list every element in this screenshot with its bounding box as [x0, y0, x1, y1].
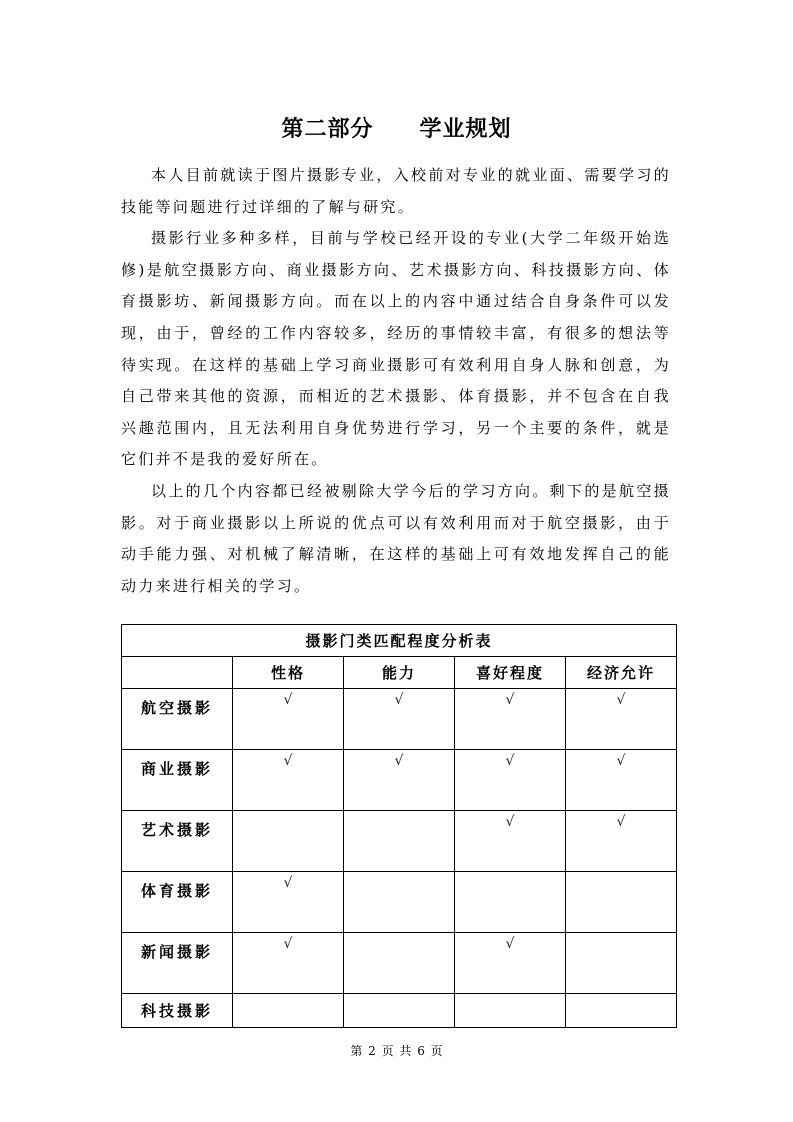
table-cell	[344, 811, 455, 872]
table-cell	[455, 750, 566, 811]
header-personality: 性格	[233, 657, 344, 689]
table-row	[122, 994, 677, 1028]
check-mark: √	[505, 814, 515, 830]
table-cell	[344, 689, 455, 750]
header-economy: 经济允许	[566, 657, 677, 689]
row-label: 体育摄影	[122, 872, 233, 933]
table-cell	[344, 750, 455, 811]
row-label: 新闻摄影	[122, 933, 233, 994]
table-row	[122, 872, 677, 933]
check-mark: √	[283, 753, 293, 769]
paragraph: 以上的几个内容都已经被剔除大学今后的学习方向。剩下的是航空摄影。对于商业摄影以上所说的优点可以有效利用而对于航空摄影，由于动手能力强、对机械了解清晰，在这样的基础上可有效地发挥自己的能动力来进行相关的学习。	[121, 481, 671, 595]
table-row	[122, 933, 677, 994]
table-cell	[566, 750, 677, 811]
table-cell	[233, 994, 344, 1028]
body-text	[121, 160, 671, 602]
row-label: 科技摄影	[122, 994, 233, 1028]
table-row	[122, 689, 677, 750]
header-preference: 喜好程度	[455, 657, 566, 689]
table-cell	[566, 933, 677, 994]
table-cell	[233, 689, 344, 750]
header-corner-cell	[122, 657, 233, 689]
table-cell	[233, 933, 344, 994]
table-cell	[566, 872, 677, 933]
table-cell	[455, 811, 566, 872]
table-cell	[233, 872, 344, 933]
row-label: 商业摄影	[122, 750, 233, 811]
table-caption: 摄影门类匹配程度分析表	[122, 625, 677, 657]
row-label: 航空摄影	[122, 689, 233, 750]
table-cell	[344, 872, 455, 933]
check-mark: √	[616, 814, 626, 830]
table-cell	[455, 933, 566, 994]
table-cell	[344, 933, 455, 994]
check-mark: √	[616, 692, 626, 708]
category-match-table	[121, 624, 677, 1028]
table-cell	[566, 811, 677, 872]
section-title: 第二部分 学业规划	[281, 117, 512, 142]
row-label: 艺术摄影	[122, 811, 233, 872]
check-mark: √	[616, 753, 626, 769]
check-mark: √	[283, 692, 293, 708]
check-mark: √	[283, 936, 293, 952]
table-row	[122, 811, 677, 872]
table-cell	[233, 811, 344, 872]
table-row	[122, 750, 677, 811]
table-cell	[344, 994, 455, 1028]
check-mark: √	[394, 692, 404, 708]
check-mark: √	[394, 753, 404, 769]
check-mark: √	[505, 692, 515, 708]
check-mark: √	[283, 875, 293, 891]
table-cell	[566, 994, 677, 1028]
check-mark: √	[505, 936, 515, 952]
header-ability: 能力	[344, 657, 455, 689]
page-footer: 第 2 页 共 6 页	[350, 1044, 443, 1058]
paragraph: 本人目前就读于图片摄影专业，入校前对专业的就业面、需要学习的技能等问题进行过详细的了解与研究。	[121, 166, 671, 216]
table-cell	[233, 750, 344, 811]
table-cell	[455, 994, 566, 1028]
table-header-row	[122, 657, 677, 689]
table-cell	[455, 872, 566, 933]
check-mark: √	[505, 753, 515, 769]
table-cell	[566, 689, 677, 750]
table-cell	[455, 689, 566, 750]
paragraph: 摄影行业多种多样，目前与学校已经开设的专业(大学二年级开始选修)是航空摄影方向、商业摄影方向、艺术摄影方向、科技摄影方向、体育摄影坊、新闻摄影方向。而在以上的内容中通过结合自身条件可以发现，由于，曾经的工作内容较多，经历的事情较丰富，有很多的想法等待实现。在这样的基础上学习商业摄影可有效利用自身人脉和创意，为自己带来其他的资源，而相近的艺术摄影、体育摄影，并不包含在自我兴趣范围内，且无法利用自身优势进行学习，另一个主要的条件，就是它们并不是我的爱好所在。	[121, 229, 671, 469]
